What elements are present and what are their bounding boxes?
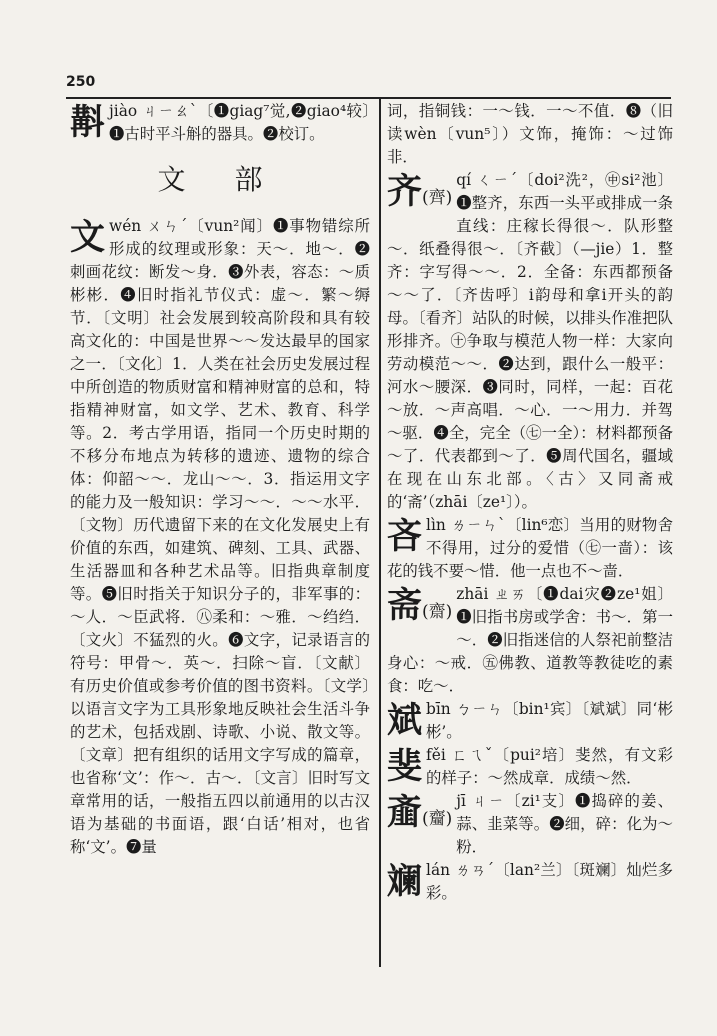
entry-body: jiào ㄐㄧㄠˋ〔❶giag⁷觉,❷giao⁴较〕❶古时平斗斛的器具。❷校订。 xyxy=(109,102,370,143)
entry-body: bīn ㄅㄧㄣ〔bin¹宾〕〔斌斌〕同‘彬彬’。 xyxy=(426,700,673,741)
traditional-form: (齋) xyxy=(422,602,453,622)
page-number: 250 xyxy=(66,74,96,90)
dictionary-entry xyxy=(70,215,370,859)
dictionary-entry xyxy=(70,100,370,146)
headword: 文 xyxy=(70,217,106,258)
headword: 斋(齋) xyxy=(387,585,453,626)
right-column xyxy=(387,100,673,905)
headword: 斌 xyxy=(387,700,423,741)
entry-body: lìn ㄌㄧㄣˋ〔lin⁶恋〕当用的财物舍不得用，过分的爱惜（㊆一啬）：该花的钱不要～惜．他一点也不～啬． xyxy=(387,516,673,580)
top-rule xyxy=(66,97,671,99)
dictionary-entry xyxy=(387,859,673,905)
headword: 斓 xyxy=(387,861,423,902)
dictionary-entry xyxy=(387,790,673,859)
dictionary-entry-continuation xyxy=(387,100,673,169)
traditional-form: (齊) xyxy=(422,188,453,208)
column-divider xyxy=(379,97,381,967)
entry-body: fěi ㄈㄟˇ〔pui²培〕斐然，有文彩的样子：～然成章．成绩～然． xyxy=(426,746,673,787)
entry-body: 词，指铜钱：一～钱．一～不值．❽（旧读wèn〔vun⁵〕）文饰，掩饰：～过饰非． xyxy=(387,102,673,166)
traditional-form: (齏) xyxy=(422,809,453,829)
dictionary-entry xyxy=(387,169,673,514)
entry-body: wén ㄨㄣˊ〔vun²闻〕❶事物错综所形成的纹理或形象：天～．地～．❷刺画花纹：断发～身．❸外表，容态：～质彬彬．❹旧时指礼节仪式：虚～．繁～缛节．〔文明〕社会发展到较高阶段和具有较高文化的：中国是世界～～发达最早的国家之一．〔文化〕1．人类在社会历史发展过程中所创造的物质财富和精神财富的总和，特指精神财富，如文学、艺术、教育、科学等。2．考古学用语，指同一个历史时期的不移分布地点为转移的遗迹、遗物的综合体：仰韶～～．龙山～～．3．指运用文字的能力及一般知识：学习～～．～～水平．〔文物〕历代遗留下来的在文化发展史上有价值的东西，如建筑、碑刻、工具、武器、生活器皿和各种艺术品等。旧指典章制度等。❺旧时指关于知识分子的，非军事的：～人．～臣武将．㊇柔和：～雅．～绉绉．〔文火〕不猛烈的火。❻文字，记录语言的符号：甲骨～．英～．扫除～盲．〔文献〕有历史价值或参考价值的图书资料。〔文学〕以语言文字为工具形象地反映社会生活斗争的艺术，包括戏剧、诗歌、小说、散文等。〔文章〕把有组织的话用文字写成的篇章，也省称‘文’：作～．古～．〔文言〕旧时写文章常用的话，一般指五四以前通用的以古汉语为基础的书面语，跟‘白话’相对，也省称‘文’。❼量 xyxy=(70,217,370,856)
headword: 吝 xyxy=(387,516,423,557)
entry-body: qí ㄑㄧˊ〔doi²洗²，㊥si²池〕❶整齐，东西一头平或排成一条直线：庄稼长得很～．队形整～．纸叠得很～．〔齐截〕（—jie）1．整齐：字写得～～．2．全备：东西都预备～～了．〔齐齿呼〕i韵母和拿i开头的韵母。〔看齐〕站队的时候，以排头作准把队形排齐。㊉争取与模范人物一样：大家向劳动模范～～．❷达到，跟什么一般平：河水～腰深．❸同时，同样，一起：百花～放．～声高唱．～心．一～用力．并驾～驱．❹全，完全（㊆一全）：材料都预备～了．代表都到～了．❺周代国名，疆域在现在山东北部。〈古〉又同斋戒的‘斋’（zhāi〔ze¹〕）。 xyxy=(387,171,673,511)
entry-body: lán ㄌㄢˊ〔lan²兰〕〔斑斓〕灿烂多彩。 xyxy=(426,861,673,902)
headword: 斠 xyxy=(70,102,106,143)
dictionary-entry xyxy=(387,744,673,790)
section-heading: 文 部 xyxy=(157,163,283,196)
dictionary-entry xyxy=(387,698,673,744)
entry-body: jī ㄐㄧ〔zi¹支〕❶捣碎的姜、蒜、韭菜等。❷细，碎：化为～粉． xyxy=(456,792,673,856)
dictionary-entry xyxy=(387,583,673,698)
dictionary-entry xyxy=(387,514,673,583)
headword: 齐(齊) xyxy=(387,171,453,212)
left-column xyxy=(70,100,370,859)
headword: 齑(齏) xyxy=(387,792,453,833)
entry-body: zhāi ㄓㄞ〔❶dai灾❷ze¹姐〕❶旧指书房或学舍：书～．第一～．❷旧指迷信的人祭祀前整洁身心：～戒．㊄佛教、道教等教徒吃的素食：吃～． xyxy=(387,585,673,695)
headword: 斐 xyxy=(387,746,423,787)
